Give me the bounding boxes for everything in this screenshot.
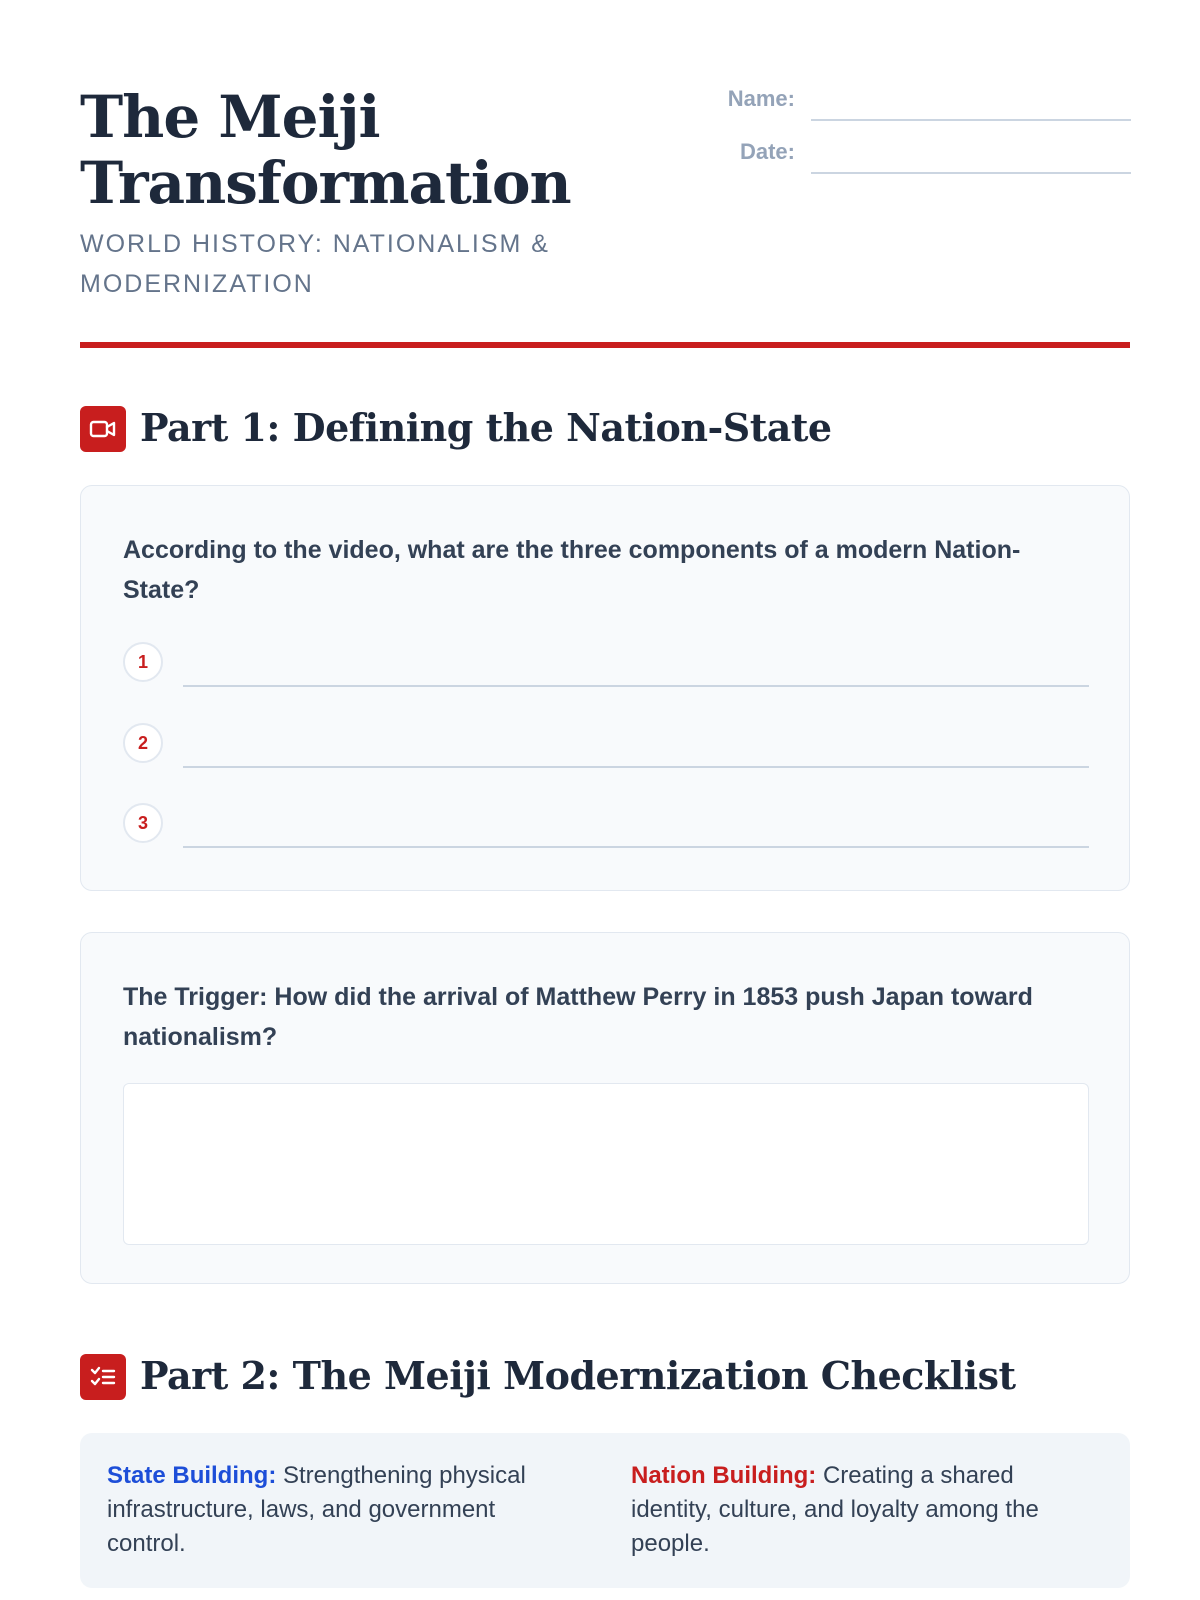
components-question-card — [80, 485, 1130, 891]
date-input-line[interactable] — [811, 172, 1131, 174]
part1-title: Part 1: Defining the Nation-State — [140, 405, 832, 450]
answer-line[interactable] — [183, 766, 1089, 768]
checklist-icon — [80, 1354, 126, 1400]
answer-line[interactable] — [183, 846, 1089, 848]
worksheet-header — [80, 84, 1130, 354]
part1-heading — [80, 406, 1130, 456]
name-field[interactable] — [680, 84, 1130, 124]
nation-building-text: Creating a shared identity, culture, and loyalty among the people. — [631, 1462, 1039, 1557]
answer-line[interactable] — [183, 685, 1089, 687]
video-camera-icon — [80, 406, 126, 452]
state-building-text: Strengthening physical infrastructure, laws, and government control. — [107, 1462, 526, 1557]
answer-number: 1 — [123, 642, 163, 682]
components-question: According to the video, what are the three components of a modern Nation-State? — [123, 536, 1021, 604]
part2-heading — [80, 1354, 1130, 1404]
nation-building-term: Nation Building: — [631, 1462, 817, 1489]
answer-number: 2 — [123, 723, 163, 763]
state-building-definition — [107, 1459, 547, 1561]
name-input-line[interactable] — [811, 119, 1131, 121]
page-title: The Meiji Transformation — [80, 83, 571, 217]
answer-row[interactable] — [123, 803, 1089, 847]
answer-number: 3 — [123, 803, 163, 843]
header-divider — [80, 342, 1130, 348]
page-subtitle: WORLD HISTORY: NATIONALISM & MODERNIZATION — [80, 230, 550, 298]
name-label: Name: — [727, 86, 795, 111]
trigger-question-card — [80, 932, 1130, 1284]
date-label: Date: — [739, 139, 795, 164]
nation-building-definition — [631, 1459, 1071, 1561]
answer-row[interactable] — [123, 642, 1089, 686]
state-building-term: State Building: — [107, 1462, 277, 1489]
trigger-answer-box[interactable] — [123, 1083, 1089, 1245]
trigger-question: The Trigger: How did the arrival of Matthew Perry in 1853 push Japan toward nationalism? — [123, 983, 1033, 1051]
answer-row[interactable] — [123, 723, 1089, 767]
definitions-panel — [80, 1433, 1130, 1588]
date-field[interactable] — [680, 137, 1130, 177]
part2-title: Part 2: The Meiji Modernization Checklist — [140, 1353, 1016, 1398]
